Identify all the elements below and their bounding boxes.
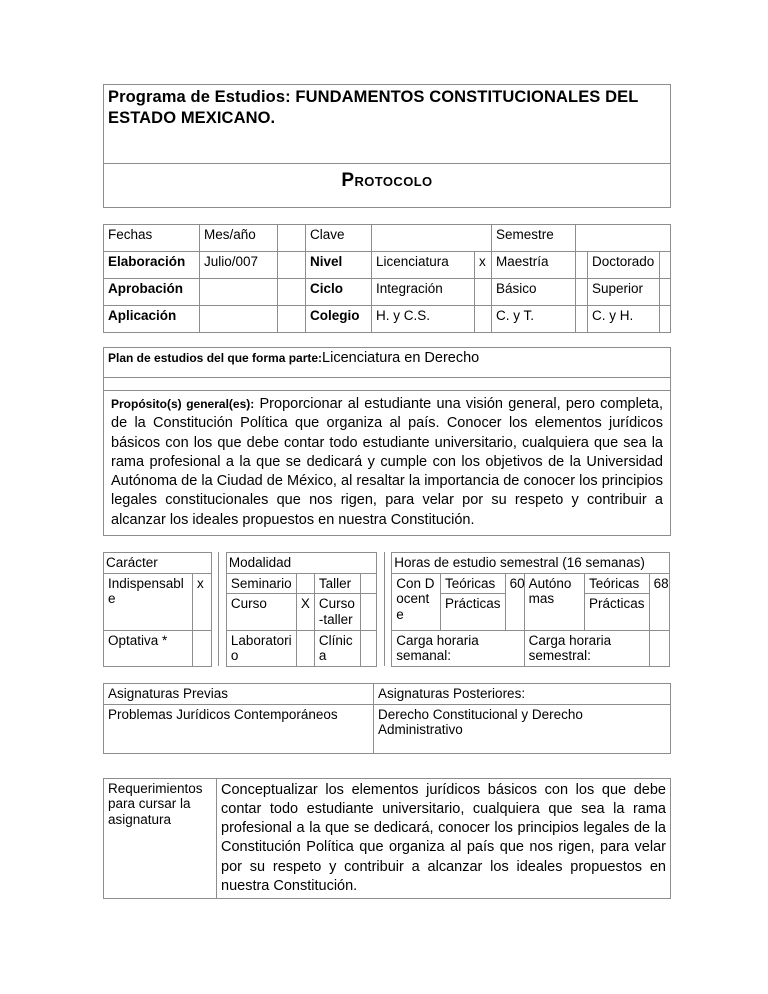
- proposito-cell: [104, 391, 671, 536]
- checkmark-superior[interactable]: [660, 279, 671, 306]
- checkmark-optativa[interactable]: [193, 630, 212, 666]
- header-horas: Horas de estudio semestral (16 semanas): [392, 552, 670, 573]
- label-autonomas: Autónomas: [524, 573, 584, 630]
- sep-col-b2: [384, 552, 391, 573]
- value-asignaturas-previas: Problemas Jurídicos Contemporáneos: [104, 704, 374, 753]
- label-con-docente-teoricas: Teóricas: [440, 573, 505, 594]
- header-clave-blank: [372, 225, 492, 252]
- header-caracter: Carácter: [104, 552, 212, 573]
- value-aprobacion-fecha[interactable]: [200, 279, 278, 306]
- title-row: [104, 85, 671, 164]
- asignaturas-header-row: [104, 683, 671, 704]
- asignaturas-value-row: [104, 704, 671, 753]
- requerimientos-text-cell: [217, 778, 671, 899]
- sep-col-b1: [377, 552, 384, 573]
- option-curso-taller: Curso -taller: [314, 594, 361, 630]
- cmh-row-c: [104, 630, 670, 666]
- row-label-elaboracion: Elaboración: [104, 252, 200, 279]
- value-requerimientos: Conceptualizar los elementos jurídicos básicos con los que debe contar todo estudiante universitario, cualquiera que sea la rama profesional a la que se dedicará, conocer los principios legales de la Constitución Política que organiza al país que nos rigen, para velar por su respeto y contribuir a alcanzar los ideales propuestos en nuestra Constitución.: [221, 781, 666, 894]
- value-asignaturas-posteriores: Derecho Constitucional y Derecho Administrativo: [374, 704, 671, 753]
- row-label-nivel: Nivel: [306, 252, 372, 279]
- option-cyt: C. y T.: [492, 306, 576, 333]
- sep-col-a1: [212, 552, 219, 573]
- sep-col-a1: [212, 594, 219, 630]
- title-block: [103, 84, 671, 208]
- label-autonomas-practicas: Prácticas: [585, 594, 650, 630]
- sep-col-a2: [219, 630, 226, 666]
- sep-col-b2: [384, 594, 391, 630]
- caracter-modalidad-horas-table: [103, 552, 670, 667]
- option-taller: Taller: [314, 573, 361, 594]
- checkmark-cyh[interactable]: [660, 306, 671, 333]
- plan-proposito-block: [103, 347, 671, 536]
- option-curso: Curso: [226, 594, 296, 630]
- table-header-row: [104, 225, 671, 252]
- checkmark-taller[interactable]: [361, 573, 377, 594]
- checkmark-maestria[interactable]: [576, 252, 588, 279]
- option-licenciatura: Licenciatura: [372, 252, 475, 279]
- checkmark-integracion[interactable]: [475, 279, 492, 306]
- plan-cell: [104, 348, 671, 378]
- option-seminario: Seminario: [226, 573, 296, 594]
- proposito-label: Propósito(s) general(es):: [111, 397, 255, 411]
- page-title: Programa de Estudios: FUNDAMENTOS CONSTITUCIONALES DEL ESTADO MEXICANO.: [108, 88, 639, 128]
- sep-col-a1: [212, 630, 219, 666]
- spacer: [103, 754, 670, 778]
- sep-col-a2: [219, 552, 226, 573]
- header-mes-ano: Mes/año: [200, 225, 278, 252]
- header-clave: Clave: [306, 225, 372, 252]
- row-spacer-3: [278, 306, 306, 333]
- cmh-row-a: [104, 573, 670, 594]
- checkmark-clinica[interactable]: [361, 630, 377, 666]
- row-label-ciclo: Ciclo: [306, 279, 372, 306]
- header-semestre: Semestre: [492, 225, 576, 252]
- row-spacer-2: [278, 279, 306, 306]
- table-row: [104, 252, 671, 279]
- row-label-aplicacion: Aplicación: [104, 306, 200, 333]
- label-con-docente-practicas: Prácticas: [440, 594, 505, 630]
- spacer: [103, 208, 670, 224]
- row-label-aprobacion: Aprobación: [104, 279, 200, 306]
- protocolo-cell: [104, 164, 671, 208]
- label-carga-semestral: Carga horaria semestral:: [524, 630, 649, 666]
- sep-col-b1: [377, 594, 384, 630]
- label-requerimientos: Requerimientos para cursar la asignatura: [104, 778, 217, 899]
- option-hycs: H. y C.S.: [372, 306, 475, 333]
- sep-col-b2: [384, 573, 391, 594]
- value-autonomas-total[interactable]: 68: [649, 573, 669, 630]
- header-modalidad: Modalidad: [226, 552, 377, 573]
- spacer: [103, 536, 670, 552]
- header-asignaturas-previas: Asignaturas Previas: [104, 683, 374, 704]
- checkmark-indispensable[interactable]: x: [193, 573, 212, 630]
- proposito-paragraph: [111, 395, 663, 530]
- proposito-row: [104, 391, 671, 536]
- option-clinica: Clínica: [314, 630, 361, 666]
- option-laboratorio: Laboratorio: [226, 630, 296, 666]
- protocolo-row: [104, 164, 671, 208]
- protocolo-heading: Protocolo: [341, 170, 433, 191]
- plan-empty-cell[interactable]: [104, 378, 671, 391]
- header-asignaturas-posteriores: Asignaturas Posteriores:: [374, 683, 671, 704]
- value-con-docente-total[interactable]: 60: [505, 573, 524, 630]
- requerimientos-row: [104, 778, 671, 899]
- plan-value: Licenciatura en Derecho: [322, 350, 480, 366]
- checkmark-curso[interactable]: X: [296, 594, 314, 630]
- option-basico: Básico: [492, 279, 576, 306]
- label-carga-semanal: Carga horaria semanal:: [392, 630, 524, 666]
- value-carga-semestral[interactable]: [649, 630, 669, 666]
- proposito-text: Proporcionar al estudiante una visión general, pero completa, de la Constitución Política que organiza al país. Conocer los elementos jurídicos básicos con los que debe contar todo estudiante universitario, cualquiera que sea la rama profesional a la que se dedicará y cumple con los objetivos de la Universidad Autónoma de la Ciudad de México, al resaltar la importancia de conocer los principios legales constitucionales que nos rigen, para velar por su respeto y contribuir a alcanzar los ideales propuestos en nuestra Constitución.: [111, 396, 663, 528]
- sep-col-a2: [219, 573, 226, 594]
- spacer: [103, 333, 670, 347]
- fechas-clave-table: [103, 224, 671, 333]
- checkmark-curso-taller[interactable]: [361, 594, 377, 630]
- sep-col-a2: [219, 594, 226, 630]
- option-maestria: Maestría: [492, 252, 576, 279]
- checkmark-seminario[interactable]: [296, 573, 314, 594]
- label-con-docente: Con Docente: [392, 573, 441, 630]
- option-doctorado: Doctorado: [588, 252, 660, 279]
- checkmark-cyt[interactable]: [576, 306, 588, 333]
- row-spacer-1: [278, 252, 306, 279]
- option-cyh: C. y H.: [588, 306, 660, 333]
- sep-col-b2: [384, 630, 391, 666]
- table-row: [104, 279, 671, 306]
- plan-row: [104, 348, 671, 378]
- requerimientos-table: [103, 778, 671, 900]
- row-label-colegio: Colegio: [306, 306, 372, 333]
- checkmark-doctorado[interactable]: [660, 252, 671, 279]
- value-aplicacion-fecha[interactable]: [200, 306, 278, 333]
- asignaturas-table: [103, 683, 671, 754]
- option-optativa: Optativa *: [104, 630, 193, 666]
- title-cell: [104, 85, 671, 164]
- checkmark-laboratorio[interactable]: [296, 630, 314, 666]
- option-indispensable: Indispensable: [104, 573, 193, 630]
- value-elaboracion-fecha[interactable]: Julio/007: [200, 252, 278, 279]
- checkmark-licenciatura[interactable]: x: [475, 252, 492, 279]
- spacer: [103, 667, 670, 683]
- checkmark-basico[interactable]: [576, 279, 588, 306]
- sep-col-a1: [212, 573, 219, 594]
- option-integracion: Integración: [372, 279, 475, 306]
- plan-empty-row: [104, 378, 671, 391]
- label-autonomas-teoricas: Teóricas: [585, 573, 650, 594]
- table-row: [104, 306, 671, 333]
- cmh-header-row: [104, 552, 670, 573]
- checkmark-hycs[interactable]: [475, 306, 492, 333]
- option-superior: Superior: [588, 279, 660, 306]
- header-spacer-1: [278, 225, 306, 252]
- sep-col-b1: [377, 630, 384, 666]
- header-semestre-blank: [576, 225, 671, 252]
- sep-col-b1: [377, 573, 384, 594]
- plan-label: Plan de estudios del que forma parte:: [108, 351, 323, 365]
- header-fechas: Fechas: [104, 225, 200, 252]
